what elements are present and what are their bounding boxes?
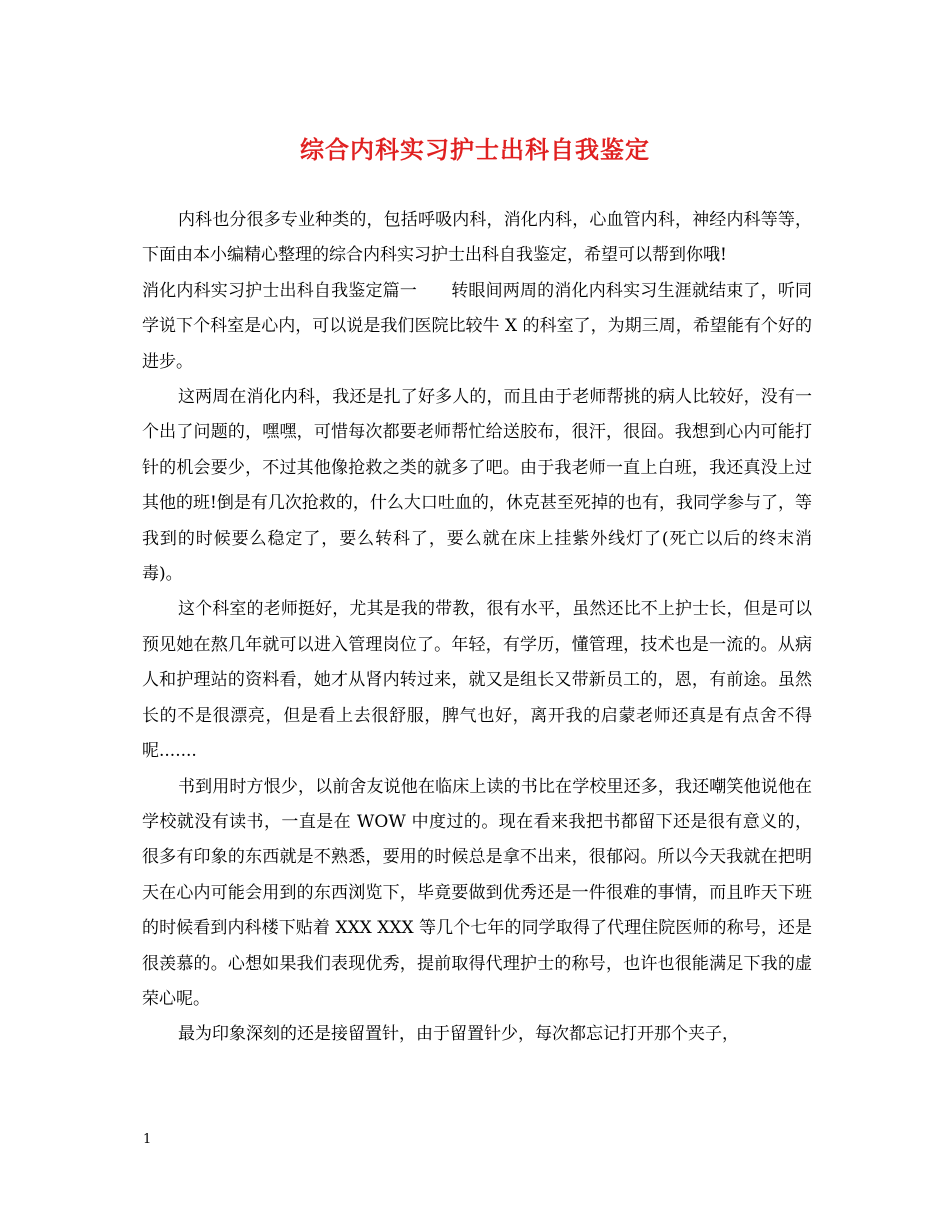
section-text: 转眼间两周的消化内科实习生涯就结束了，听同学说下个科室是心内，可以说是我们医院比较牛 X 的科室了，为期三周，希望能有个好的进步。 [142,280,813,372]
section-heading: 消化内科实习护士出科自我鉴定篇一 [142,280,418,301]
document-body [142,203,812,1053]
body-paragraph: 书到用时方恨少，以前舍友说他在临床上读的书比在学校里还多，我还嘲笑他说他在学校就没有读书，一直是在 WOW 中度过的。现在看来我把书都留下还是很有意义的，很多有印象的东西就是不熟悉，要用的时候总是拿不出来，很郁闷。所以今天我就在把明天在心内可能会用到的东西浏览下，毕竟要做到优秀还是一件很难的事情，而且昨天下班的时候看到内科楼下贴着 XXX XXX 等几个七年的同学取得了代理住院医师的称号，还是很羡慕的。心想如果我们表现优秀，提前取得代理护士的称号，也许也很能满足下我的虚荣心呢。 [142,776,812,1009]
intro-paragraph: 内科也分很多专业种类的，包括呼吸内科，消化内科，心血管内科，神经内科等等，下面由本小编精心整理的综合内科实习护士出科自我鉴定，希望可以帮到你哦! [142,210,812,266]
body-paragraph: 这个科室的老师挺好，尤其是我的带教，很有水平，虽然还比不上护士长，但是可以预见她在熬几年就可以进入管理岗位了。年轻，有学历，懂管理，技术也是一流的。从病人和护理站的资料看，她才从肾内转过来，就又是组长又带新员工的，恩，有前途。虽然长的不是很漂亮，但是看上去很舒服，脾气也好，离开我的启蒙老师还真是有点舍不得呢....... [142,599,812,762]
page-number: 1 [143,1132,152,1147]
body-paragraph: 最为印象深刻的还是接留置针，由于留置针少，每次都忘记打开那个夹子， [178,1024,739,1045]
body-paragraph: 这两周在消化内科，我还是扎了好多人的，而且由于老师帮挑的病人比较好，没有一个出了问题的，嘿嘿，可惜每次都要老师帮忙给送胶布，很汗，很囧。我想到心内可能打针的机会要少，不过其他像抢救之类的就多了吧。由于我老师一直上白班，我还真没上过其他的班!倒是有几次抢救的，什么大口吐血的，休克甚至死掉的也有，我同学参与了，等我到的时候要么稳定了，要么转科了，要么就在床上挂紫外线灯了(死亡以后的终末消毒)。 [142,387,812,585]
section-paragraph [142,274,812,380]
document-title: 综合内科实习护士出科自我鉴定 [300,135,650,164]
